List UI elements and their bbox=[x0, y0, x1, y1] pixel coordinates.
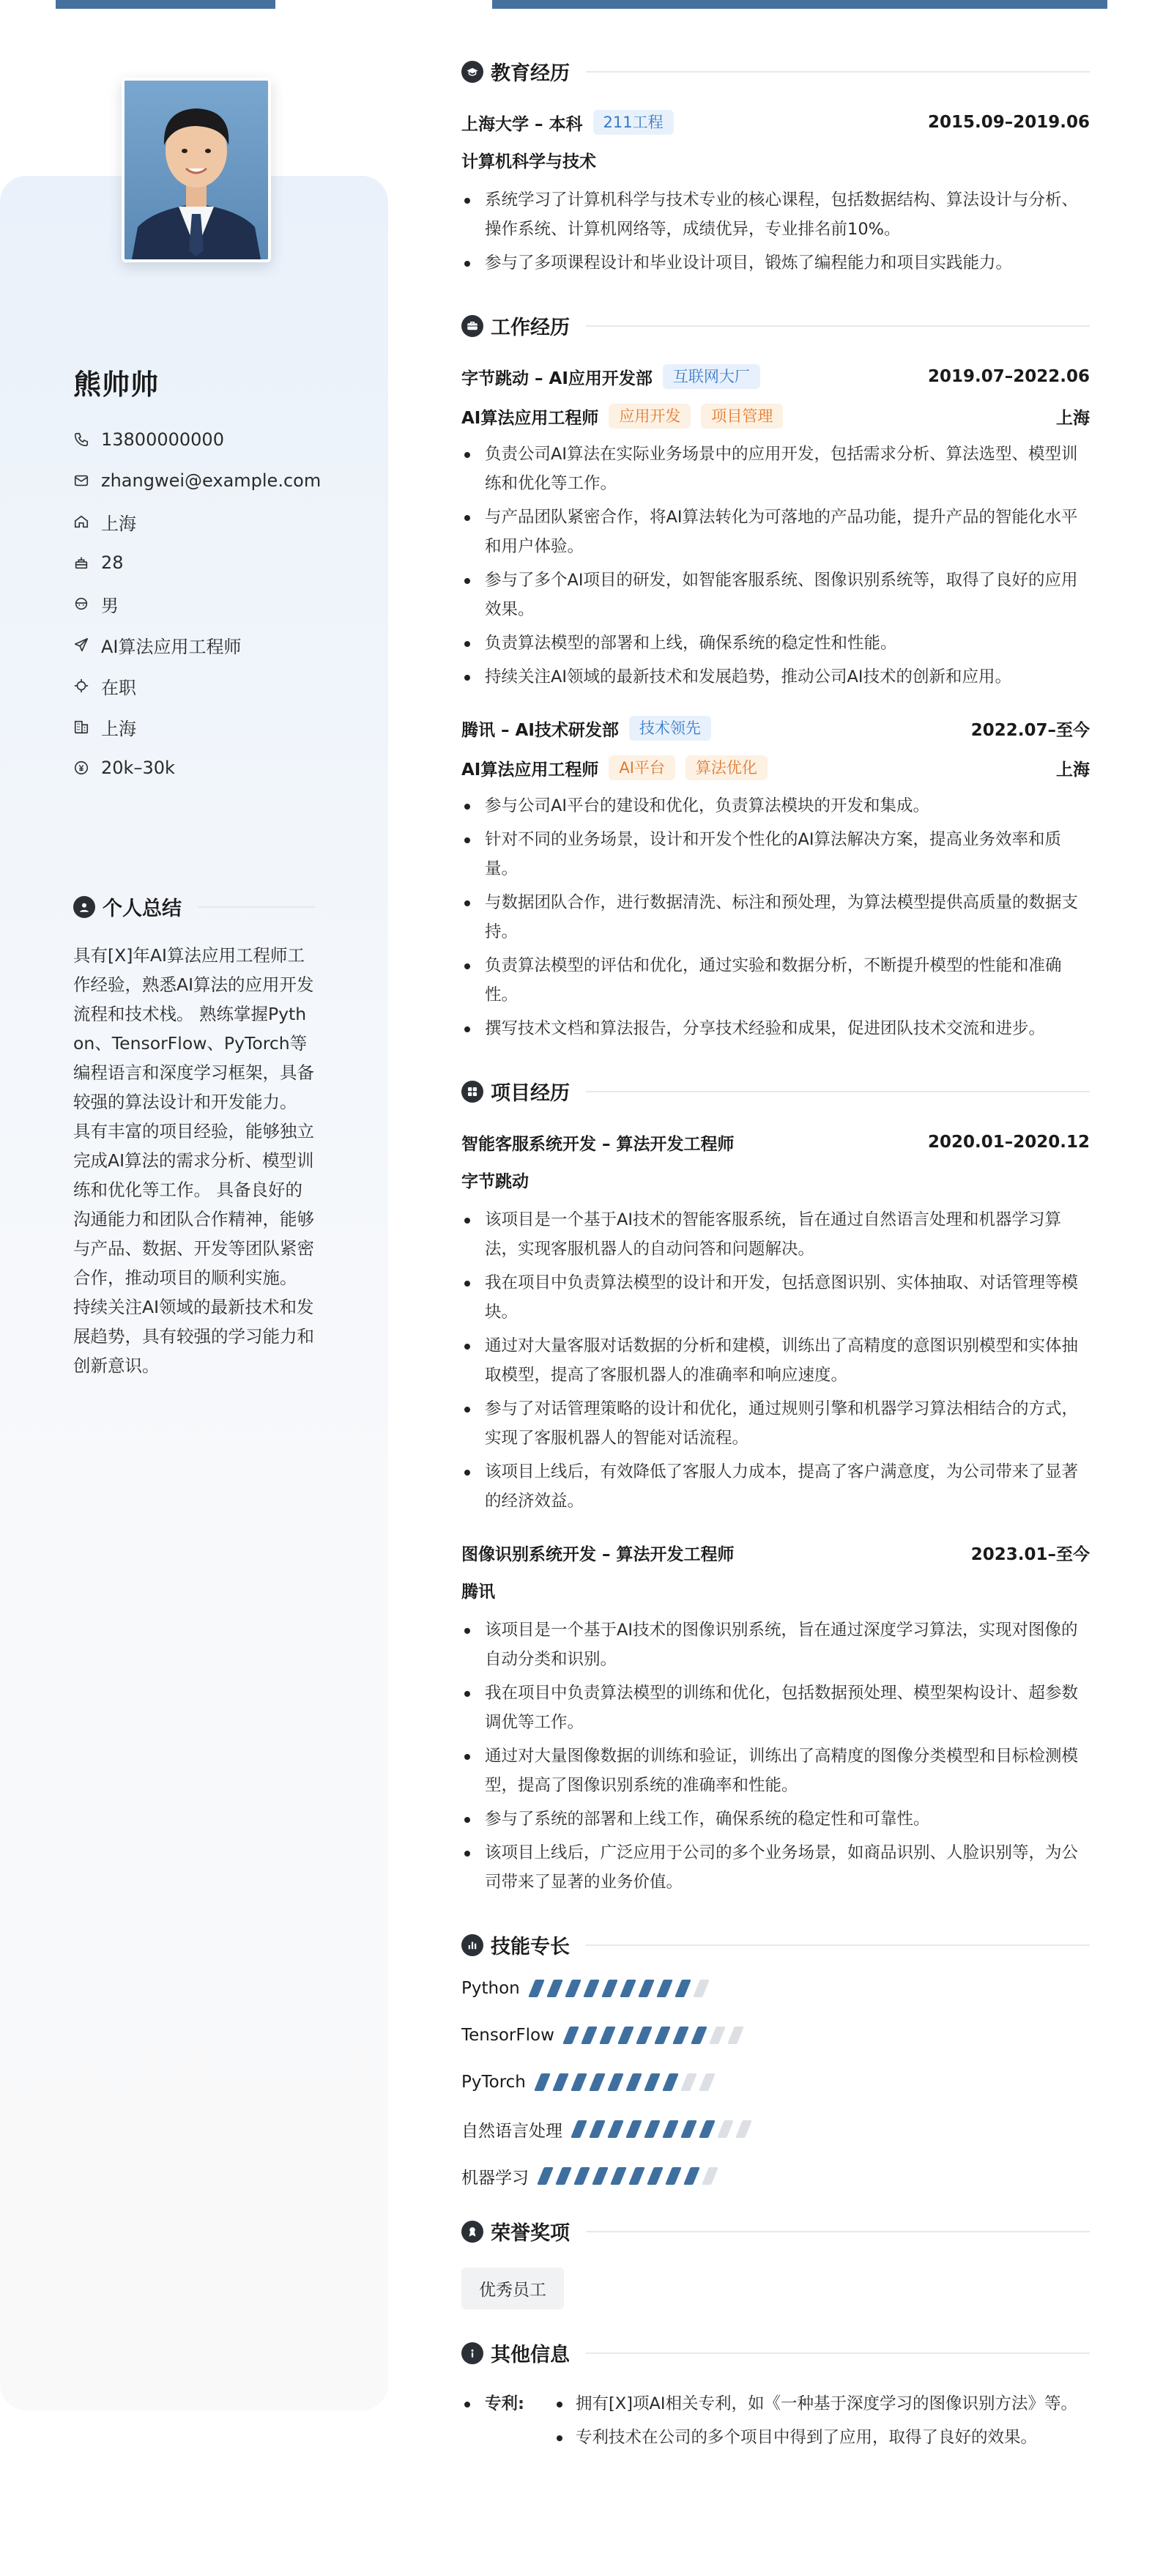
skill-segment-filled bbox=[680, 2120, 697, 2138]
job-company: 腾讯 – AI技术研发部 bbox=[461, 720, 619, 740]
list-item: 针对不同的业务场景，设计和开发个性化的AI算法解决方案，提高业务效率和质量。 bbox=[461, 825, 1090, 884]
top-accent-bar-left bbox=[56, 0, 275, 9]
coin-icon bbox=[73, 760, 89, 776]
award-tag: 优秀员工 bbox=[461, 2268, 564, 2309]
job-company-tag: 技术领先 bbox=[629, 716, 711, 741]
list-item: 参与公司AI平台的建设和优化，负责算法模块的开发和集成。 bbox=[461, 791, 1090, 821]
email-value: zhangwei@example.com bbox=[101, 470, 322, 491]
list-item: 该项目是一个基于AI技术的智能客服系统，旨在通过自然语言处理和机器学习算法，实现客服机器人的自动问答和问题解决。 bbox=[461, 1205, 1090, 1264]
list-item: 该项目是一个基于AI技术的图像识别系统，旨在通过深度学习算法，实现对图像的自动分类和识别。 bbox=[461, 1615, 1090, 1674]
age-row bbox=[73, 542, 352, 583]
info-icon bbox=[461, 2342, 483, 2364]
skill-row bbox=[461, 2059, 1090, 2106]
skill-segment-empty bbox=[717, 2120, 734, 2138]
job-role-tag: 算法优化 bbox=[685, 755, 768, 780]
list-item: 与数据团队合作，进行数据清洗、标注和预处理，为算法模型提供高质量的数据支持。 bbox=[461, 888, 1090, 947]
summary-section-header bbox=[73, 892, 315, 921]
list-item: 参与了多个AI项目的研发，如智能客服系统、图像识别系统等，取得了良好的应用效果。 bbox=[461, 566, 1090, 624]
summary-text: 具有[X]年AI算法应用工程师工作经验，熟悉AI算法的应用开发流程和技术栈。 熟练掌握Python、TensorFlow、PyTorch等编程语言和深度学习框架，具备较强的算法设计和开发能力。 具有丰富的项目经验，能够独立完成AI算法的需求分析、模型训练和优化等工作。 具备良好的沟通能力和团队合作精神，能够与产品、数据、开发等团队紧密合作，推动项目的顺利实施。 持续关注AI领域的最新技术和发展趋势，具有较强的学习能力和创新意识。 bbox=[73, 945, 314, 1376]
list-item: 专利技术在公司的多个项目中得到了应用，取得了良好的效果。 bbox=[552, 2423, 1090, 2452]
work-section bbox=[461, 311, 1090, 1043]
education-section-header bbox=[461, 57, 1090, 86]
bar-chart-icon bbox=[461, 1934, 483, 1956]
grid-icon bbox=[461, 1081, 483, 1103]
skill-segment-filled bbox=[691, 2027, 707, 2044]
other-section bbox=[461, 2339, 1090, 2457]
skill-segment-filled bbox=[628, 2167, 645, 2185]
skill-name: Python bbox=[461, 1979, 520, 1998]
project-row-head bbox=[461, 1538, 1090, 1567]
skill-segment-filled bbox=[625, 2120, 642, 2138]
skill-segment-filled bbox=[683, 2167, 700, 2185]
skill-row bbox=[461, 1965, 1090, 2012]
avatar bbox=[122, 78, 271, 262]
skill-segment-filled bbox=[573, 2167, 590, 2185]
skill-segment-filled bbox=[565, 1980, 582, 1997]
salary-value: 20k–30k bbox=[101, 758, 175, 778]
user-icon bbox=[73, 896, 95, 918]
contact-info-list bbox=[73, 419, 352, 788]
skill-segment-filled bbox=[546, 1980, 563, 1997]
skill-segment-empty bbox=[727, 2027, 744, 2044]
projects-section-header bbox=[461, 1077, 1090, 1106]
skill-segment-filled bbox=[592, 2167, 609, 2185]
building-icon bbox=[73, 719, 89, 735]
work-section-header bbox=[461, 311, 1090, 340]
phone-icon bbox=[73, 432, 89, 448]
skill-segment-filled bbox=[607, 2073, 624, 2091]
skill-segment-filled bbox=[656, 1980, 673, 1997]
other-title: 其他信息 bbox=[491, 2344, 570, 2366]
top-accent-bar-right bbox=[492, 0, 1107, 9]
skill-segment-filled bbox=[589, 2073, 606, 2091]
list-item: 负责算法模型的部署和上线，确保系统的稳定性和性能。 bbox=[461, 629, 1090, 658]
award-icon bbox=[461, 2221, 483, 2243]
skill-segment-filled bbox=[583, 1980, 600, 1997]
skills-list bbox=[461, 1965, 1090, 2199]
section-divider bbox=[586, 2231, 1090, 2232]
skill-row bbox=[461, 2106, 1090, 2153]
skill-segment-filled bbox=[607, 2120, 624, 2138]
skill-row bbox=[461, 2012, 1090, 2059]
list-item: 参与了多项课程设计和毕业设计项目，锻炼了编程能力和项目实践能力。 bbox=[461, 248, 1090, 278]
awards-title: 荣誉奖项 bbox=[491, 2222, 570, 2245]
job-bullets bbox=[461, 440, 1090, 692]
email-row bbox=[73, 460, 352, 501]
project-org: 字节跳动 bbox=[461, 1172, 529, 1191]
salary-row bbox=[73, 747, 352, 788]
job-role-tag: 项目管理 bbox=[701, 404, 783, 429]
job-company-tag: 互联网大厂 bbox=[663, 364, 760, 389]
job-location: 上海 bbox=[1056, 408, 1090, 428]
skill-segment-filled bbox=[620, 1980, 636, 1997]
age-value: 28 bbox=[101, 552, 124, 573]
skill-segment-empty bbox=[680, 2073, 697, 2091]
skill-segment-empty bbox=[735, 2120, 752, 2138]
project-bullets bbox=[461, 1205, 1090, 1516]
skill-segment-filled bbox=[672, 2027, 689, 2044]
list-item: 通过对大量图像数据的训练和验证，训练出了高精度的图像分类模型和目标检测模型，提高了图像识别系统的准确率和性能。 bbox=[461, 1742, 1090, 1800]
education-bullets bbox=[461, 185, 1090, 278]
school-tag: 211工程 bbox=[593, 110, 674, 135]
job-date: 2019.07–2022.06 bbox=[927, 367, 1090, 386]
skill-segment-filled bbox=[571, 2073, 587, 2091]
list-item: 负责算法模型的评估和优化，通过实验和数据分析，不断提升模型的性能和准确性。 bbox=[461, 951, 1090, 1010]
list-item: 持续关注AI领域的最新技术和发展趋势，推动公司AI技术的创新和应用。 bbox=[461, 662, 1090, 692]
skill-segment-filled bbox=[562, 2027, 579, 2044]
skill-segment-filled bbox=[581, 2027, 598, 2044]
job-row-head bbox=[461, 714, 1090, 743]
skill-segment-filled bbox=[571, 2120, 587, 2138]
skill-segment-filled bbox=[647, 2167, 664, 2185]
skill-name: 自然语言处理 bbox=[461, 2121, 562, 2141]
job-row-head bbox=[461, 362, 1090, 391]
other-section-header bbox=[461, 2339, 1090, 2367]
education-date: 2015.09–2019.06 bbox=[927, 113, 1090, 132]
position-value: AI算法应用工程师 bbox=[101, 636, 242, 657]
project-date: 2023.01–至今 bbox=[970, 1544, 1090, 1564]
project-bullets bbox=[461, 1615, 1090, 1897]
candidate-name: 熊帅帅 bbox=[73, 369, 160, 401]
list-item: 该项目上线后，有效降低了客服人力成本，提高了客户满意度，为公司带来了显著的经济效益。 bbox=[461, 1457, 1090, 1516]
skill-segment-empty bbox=[702, 2167, 718, 2185]
education-major: 计算机科学与技术 bbox=[461, 152, 596, 171]
school-name: 上海大学 – 本科 bbox=[461, 114, 583, 134]
patent-label: 专利: bbox=[485, 2394, 524, 2413]
list-item: 我在项目中负责算法模型的训练和优化，包括数据预处理、模型架构设计、超参数调优等工作。 bbox=[461, 1679, 1090, 1737]
skill-segment-filled bbox=[555, 2167, 572, 2185]
skill-segment-filled bbox=[534, 2073, 551, 2091]
job-role-tag: 应用开发 bbox=[609, 404, 691, 429]
list-item: 我在项目中负责算法模型的设计和开发，包括意图识别、实体抽取、对话管理等模块。 bbox=[461, 1268, 1090, 1327]
project-entry bbox=[461, 1128, 1090, 1516]
project-row-head bbox=[461, 1128, 1090, 1157]
skill-segment-filled bbox=[617, 2027, 634, 2044]
section-divider bbox=[198, 906, 315, 908]
job-role: AI算法应用工程师 bbox=[461, 760, 599, 780]
project-name: 智能客服系统开发 – 算法开发工程师 bbox=[461, 1134, 735, 1154]
briefcase-icon bbox=[461, 315, 483, 337]
skill-segment-filled bbox=[552, 2073, 569, 2091]
awards-section-header bbox=[461, 2217, 1090, 2246]
skill-segment-filled bbox=[625, 2073, 642, 2091]
skill-segment-filled bbox=[665, 2167, 682, 2185]
section-divider bbox=[586, 2353, 1090, 2354]
send-icon bbox=[73, 637, 89, 653]
skill-segment-filled bbox=[654, 2027, 671, 2044]
gender-row bbox=[73, 583, 352, 624]
section-divider bbox=[586, 1091, 1090, 1092]
job-role-row bbox=[461, 401, 1090, 431]
position-row bbox=[73, 624, 352, 665]
main-column bbox=[461, 57, 1090, 2457]
skill-name: PyTorch bbox=[461, 2073, 526, 2092]
list-item: 系统学习了计算机科学与技术专业的核心课程，包括数据结构、算法设计与分析、操作系统、计算机网络等，成绩优异，专业排名前10%。 bbox=[461, 185, 1090, 244]
work-title: 工作经历 bbox=[491, 317, 570, 339]
skill-segment-filled bbox=[638, 1980, 655, 1997]
phone-value: 13800000000 bbox=[101, 429, 224, 450]
education-row-head bbox=[461, 108, 1090, 137]
skill-segment-filled bbox=[644, 2073, 661, 2091]
skill-row bbox=[461, 2153, 1090, 2199]
job-location: 上海 bbox=[1056, 760, 1090, 780]
gender-icon bbox=[73, 596, 89, 612]
skill-name: TensorFlow bbox=[461, 2026, 554, 2045]
patent-row bbox=[461, 2389, 1090, 2457]
status-icon bbox=[73, 678, 89, 694]
cake-icon bbox=[73, 555, 89, 571]
skills-section bbox=[461, 1931, 1090, 2199]
skill-segment-filled bbox=[699, 2120, 716, 2138]
skill-segment-filled bbox=[636, 2027, 653, 2044]
job-date: 2022.07–至今 bbox=[970, 720, 1090, 740]
home-icon bbox=[73, 514, 89, 530]
skill-segment-filled bbox=[601, 1980, 618, 1997]
job-bullets bbox=[461, 791, 1090, 1043]
education-section bbox=[461, 57, 1090, 278]
project-date: 2020.01–2020.12 bbox=[927, 1133, 1090, 1152]
patent-list bbox=[552, 2389, 1090, 2457]
list-item: 拥有[X]项AI相关专利，如《一种基于深度学习的图像识别方法》等。 bbox=[552, 2389, 1090, 2418]
skill-level-bar bbox=[566, 2027, 749, 2044]
work-city-row bbox=[73, 706, 352, 747]
gender-value: 男 bbox=[101, 595, 119, 616]
skill-level-bar bbox=[574, 2120, 757, 2138]
skill-segment-filled bbox=[662, 2073, 679, 2091]
education-title: 教育经历 bbox=[491, 62, 570, 85]
phone-row bbox=[73, 419, 352, 460]
list-item: 参与了系统的部署和上线工作，确保系统的稳定性和可靠性。 bbox=[461, 1805, 1090, 1834]
skill-segment-filled bbox=[644, 2120, 661, 2138]
projects-section bbox=[461, 1077, 1090, 1897]
graduation-cap-icon bbox=[461, 61, 483, 83]
list-item: 该项目上线后，广泛应用于公司的多个业务场景，如商品识别、人脸识别等，为公司带来了显著的业务价值。 bbox=[461, 1838, 1090, 1897]
projects-title: 项目经历 bbox=[491, 1082, 570, 1105]
list-item: 参与了对话管理策略的设计和优化，通过规则引擎和机器学习算法相结合的方式，实现了客服机器人的智能对话流程。 bbox=[461, 1394, 1090, 1453]
city-row bbox=[73, 501, 352, 542]
skills-title: 技能专长 bbox=[491, 1936, 570, 1958]
mail-icon bbox=[73, 473, 89, 489]
skill-segment-filled bbox=[610, 2167, 627, 2185]
list-item: 与产品团队紧密合作，将AI算法转化为可落地的产品功能，提升产品的智能化水平和用户体验。 bbox=[461, 503, 1090, 561]
skill-level-bar bbox=[532, 1980, 715, 1997]
skill-segment-empty bbox=[699, 2073, 716, 2091]
skills-section-header bbox=[461, 1931, 1090, 1959]
skill-segment-filled bbox=[662, 2120, 679, 2138]
job-entry bbox=[461, 362, 1090, 692]
project-name: 图像识别系统开发 – 算法开发工程师 bbox=[461, 1544, 735, 1564]
summary-title: 个人总结 bbox=[103, 897, 182, 920]
project-org: 腾讯 bbox=[461, 1583, 495, 1602]
status-row bbox=[73, 665, 352, 706]
awards-section bbox=[461, 2217, 1090, 2309]
skill-segment-empty bbox=[693, 1980, 710, 1997]
skill-segment-filled bbox=[675, 1980, 691, 1997]
skill-segment-filled bbox=[589, 2120, 606, 2138]
job-role-tag: AI平台 bbox=[609, 755, 675, 780]
skill-segment-filled bbox=[528, 1980, 545, 1997]
city-value: 上海 bbox=[101, 513, 136, 534]
status-value: 在职 bbox=[101, 677, 136, 698]
project-entry bbox=[461, 1538, 1090, 1897]
job-role-row bbox=[461, 753, 1090, 782]
section-divider bbox=[586, 71, 1090, 73]
skill-level-bar bbox=[538, 2073, 721, 2091]
job-role: AI算法应用工程师 bbox=[461, 408, 599, 428]
skill-segment-filled bbox=[537, 2167, 554, 2185]
section-divider bbox=[586, 1944, 1090, 1946]
job-company: 字节跳动 – AI应用开发部 bbox=[461, 369, 653, 388]
skill-level-bar bbox=[540, 2167, 724, 2185]
skill-name: 机器学习 bbox=[461, 2168, 529, 2188]
skill-segment-empty bbox=[709, 2027, 726, 2044]
skill-segment-filled bbox=[599, 2027, 616, 2044]
list-item: 撰写技术文档和算法报告，分享技术经验和成果，促进团队技术交流和进步。 bbox=[461, 1014, 1090, 1043]
list-item: 通过对大量客服对话数据的分析和建模，训练出了高精度的意图识别模型和实体抽取模型，提高了客服机器人的准确率和响应速度。 bbox=[461, 1331, 1090, 1390]
list-item: 负责公司AI算法在实际业务场景中的应用开发，包括需求分析、算法选型、模型训练和优化等工作。 bbox=[461, 440, 1090, 498]
work-city-value: 上海 bbox=[101, 718, 136, 739]
section-divider bbox=[586, 325, 1090, 327]
job-entry bbox=[461, 714, 1090, 1043]
